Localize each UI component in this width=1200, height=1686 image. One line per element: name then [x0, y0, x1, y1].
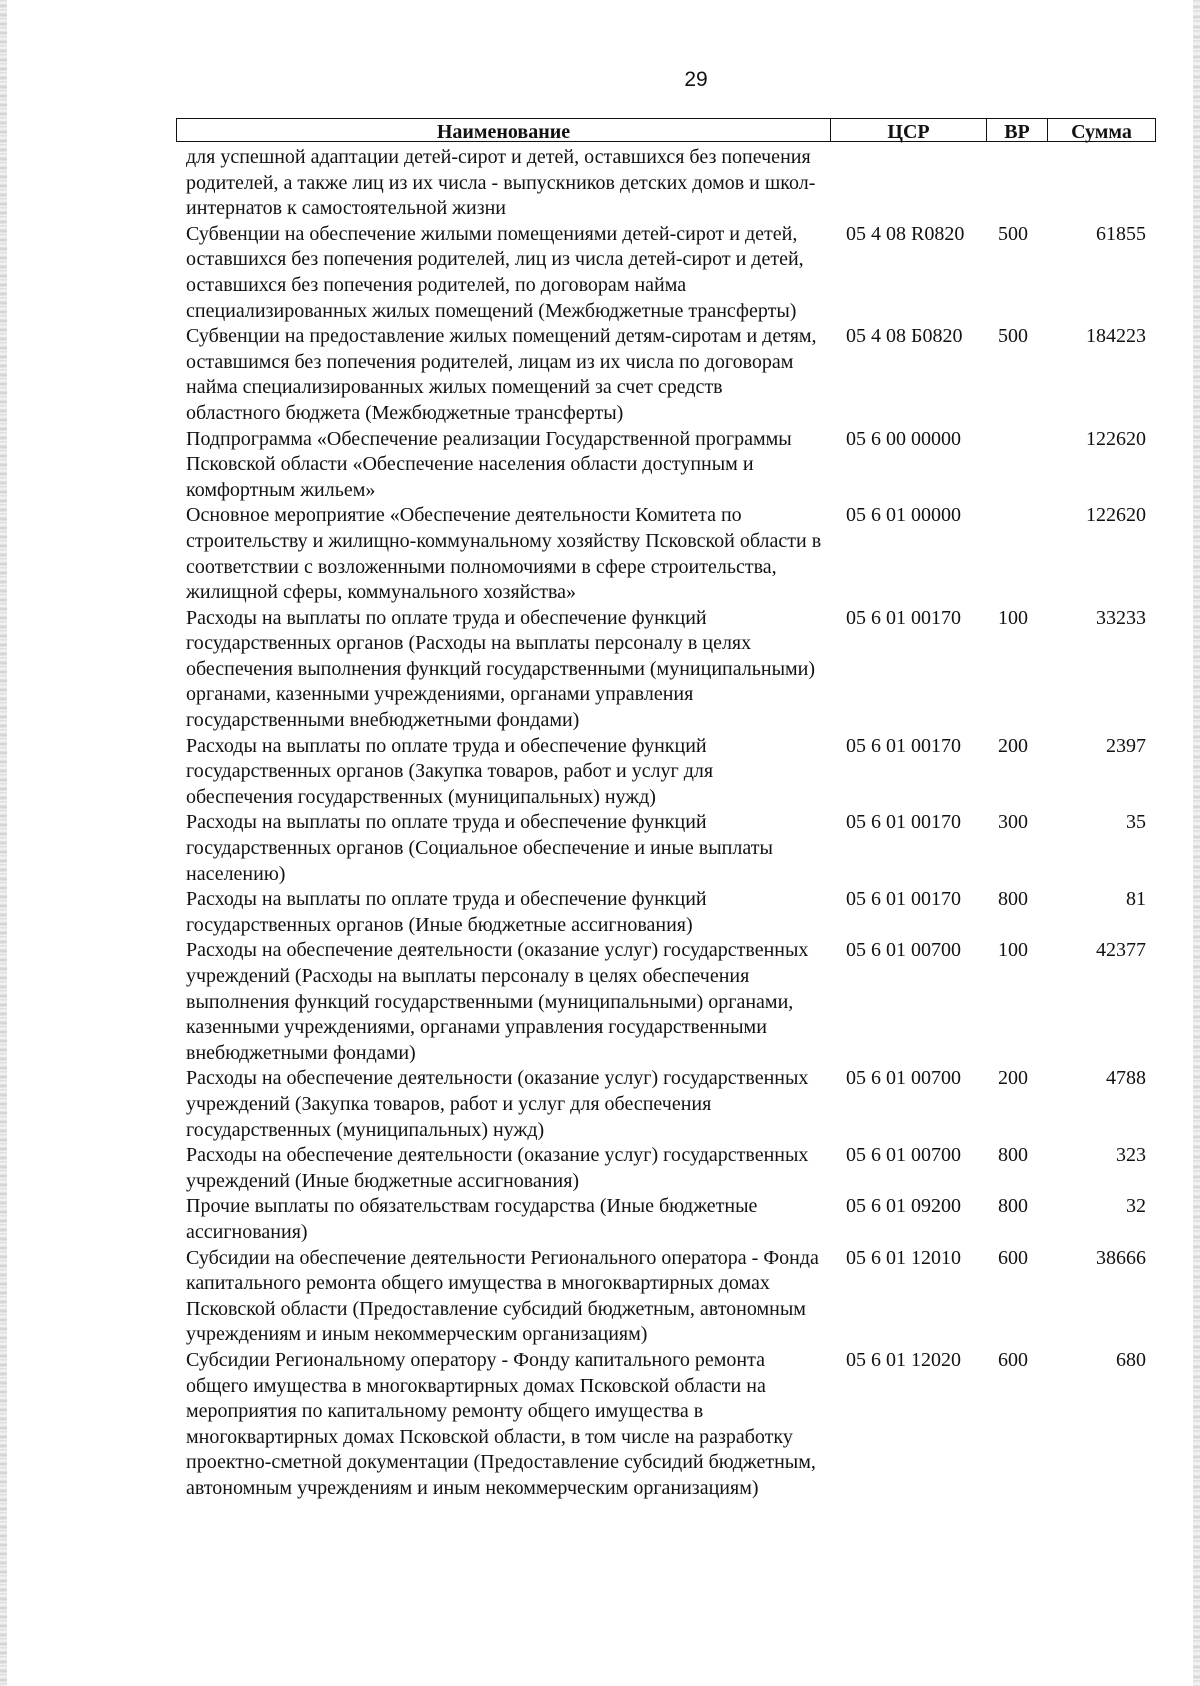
- row-sum: 38666: [1096, 1246, 1146, 1269]
- row-csr: 05 6 01 09200: [846, 1195, 961, 1218]
- row-name: Основное мероприятие «Обеспечение деятельности Комитета по строительству и жилищно-коммунальному хозяйству Псковской области в соответствии с возложенными полномочиями в сфере строительства, жилищной сферы, коммунального хозяйства»: [186, 504, 822, 604]
- header-sum: Сумма: [1071, 121, 1132, 143]
- page-number: 29: [684, 68, 708, 91]
- row-csr: 05 6 01 00170: [846, 734, 961, 757]
- table-row: [186, 222, 1146, 324]
- row-csr: 05 4 08 Б0820: [846, 325, 963, 348]
- row-name: для успешной адаптации детей-сирот и детей, оставшихся без попечения родителей, а также лиц из их числа - выпускников детских домов и школ-интернатов к самостоятельной жизни: [186, 146, 816, 220]
- row-sum: 42377: [1096, 939, 1146, 962]
- row-vr: 500: [998, 325, 1028, 348]
- row-vr: 200: [998, 1067, 1028, 1090]
- table-row: [186, 938, 1146, 1066]
- row-csr: 05 6 01 12020: [846, 1348, 961, 1371]
- table-row: [186, 1348, 1146, 1502]
- row-csr: 05 6 01 00700: [846, 1144, 961, 1167]
- row-vr: 500: [998, 222, 1028, 245]
- row-vr: 300: [998, 811, 1028, 834]
- scan-edge-right: [1193, 0, 1200, 1686]
- row-name: Подпрограмма «Обеспечение реализации Государственной программы Псковской области «Обеспечение населения области доступным и комфортным жильем»: [186, 427, 792, 501]
- row-name: Расходы на обеспечение деятельности (оказание услуг) государственных учреждений (Иные бюджетные ассигнования): [186, 1144, 809, 1192]
- row-sum: 122620: [1086, 504, 1146, 527]
- table-header: [176, 118, 1156, 142]
- table-row: [186, 1246, 1146, 1348]
- row-name: Субвенции на обеспечение жилыми помещениями детей-сирот и детей, оставшихся без попечения родителей, лиц из числа детей-сирот и детей, оставшихся без попечения родителей, по договорам найма специализированных жилых помещений (Межбюджетные трансферты): [186, 222, 804, 322]
- row-vr: 200: [998, 734, 1028, 757]
- row-vr: 100: [998, 606, 1028, 629]
- row-name: Расходы на выплаты по оплате труда и обеспечение функций государственных органов (Расходы на выплаты персоналу в целях обеспечения выполнения функций государственными (муниципальными) органами, казенными учреждениями, органами управления государственными внебюджетными фондами): [186, 606, 816, 732]
- row-name: Расходы на выплаты по оплате труда и обеспечение функций государственных органов (Иные бюджетные ассигнования): [186, 888, 707, 936]
- scan-edge-left: [0, 0, 7, 1686]
- row-vr: 800: [998, 1195, 1028, 1218]
- row-sum: 323: [1116, 1144, 1146, 1167]
- row-name: Прочие выплаты по обязательствам государства (Иные бюджетные ассигнования): [186, 1195, 758, 1243]
- table-row: [186, 324, 1146, 426]
- table-row: [186, 734, 1146, 811]
- row-sum: 35: [1126, 811, 1146, 834]
- row-sum: 122620: [1086, 427, 1146, 450]
- row-name: Расходы на обеспечение деятельности (оказание услуг) государственных учреждений (Закупка товаров, работ и услуг для обеспечения государственных (муниципальных) нужд): [186, 1067, 809, 1141]
- row-csr: 05 6 00 00000: [846, 427, 961, 450]
- header-name: Наименование: [177, 119, 831, 141]
- row-vr: 600: [998, 1246, 1028, 1269]
- table-row: [186, 606, 1146, 734]
- table-row: [186, 1066, 1146, 1143]
- row-sum: 4788: [1106, 1067, 1146, 1090]
- row-csr: 05 6 01 12010: [846, 1246, 961, 1269]
- row-name: Субвенции на предоставление жилых помещений детям-сиротам и детям, оставшимся без попечения родителей, лицам из их числа по договорам найма специализированных жилых помещений за счет средств областного бюджета (Межбюджетные трансферты): [186, 325, 817, 424]
- row-name: Субсидии на обеспечение деятельности Регионального оператора - Фонда капитального ремонта общего имущества в многоквартирных домах Псковской области (Предоставление субсидий бюджетным, автономным учреждениям и иным некоммерческим организациям): [186, 1246, 819, 1346]
- row-sum: 184223: [1086, 325, 1146, 348]
- row-csr: 05 6 01 00700: [846, 1067, 961, 1090]
- row-vr: 100: [998, 939, 1028, 962]
- row-vr: 800: [998, 888, 1028, 911]
- table-row: [186, 1194, 1146, 1245]
- row-vr: 600: [998, 1348, 1028, 1371]
- table-row: [186, 427, 1146, 504]
- table-row: [186, 1143, 1146, 1194]
- row-sum: 81: [1126, 888, 1146, 911]
- row-sum: 2397: [1106, 734, 1146, 757]
- row-csr: 05 6 01 00170: [846, 811, 961, 834]
- header-vr: ВР: [987, 119, 1048, 141]
- row-name: Расходы на выплаты по оплате труда и обеспечение функций государственных органов (Социальное обеспечение и иные выплаты населению): [186, 811, 773, 885]
- row-sum: 680: [1116, 1348, 1146, 1371]
- table-row: [186, 887, 1146, 938]
- row-csr: 05 6 01 00170: [846, 888, 961, 911]
- table-row: [186, 810, 1146, 887]
- row-sum: 33233: [1096, 606, 1146, 629]
- table-row: [186, 145, 1146, 222]
- row-name: Расходы на выплаты по оплате труда и обеспечение функций государственных органов (Закупка товаров, работ и услуг для обеспечения государственных (муниципальных) нужд): [186, 734, 714, 808]
- row-csr: 05 4 08 R0820: [846, 222, 965, 245]
- row-csr: 05 6 01 00700: [846, 939, 961, 962]
- row-vr: 800: [998, 1144, 1028, 1167]
- row-name: Расходы на обеспечение деятельности (оказание услуг) государственных учреждений (Расходы на выплаты персоналу в целях обеспечения выполнения функций государственными (муниципальными) органами, казенными учреждениями, органами управления государственными внебюджетными фондами): [186, 939, 809, 1064]
- row-csr: 05 6 01 00000: [846, 504, 961, 527]
- header-csr: ЦСР: [831, 119, 987, 141]
- row-sum: 61855: [1096, 222, 1146, 245]
- table-row: [186, 503, 1146, 605]
- row-name: Субсидии Региональному оператору - Фонду капитального ремонта общего имущества в многоквартирных домах Псковской области на мероприятия по капитальному ремонту общего имущества в многоквартирных домах Псковской области, в том числе на разработку проектно-сметной документации (Предоставление субсидий бюджетным, автономным учреждениям и иным некоммерческим организациям): [186, 1348, 816, 1499]
- row-sum: 32: [1126, 1195, 1146, 1218]
- table-body: [186, 145, 1146, 1501]
- row-csr: 05 6 01 00170: [846, 606, 961, 629]
